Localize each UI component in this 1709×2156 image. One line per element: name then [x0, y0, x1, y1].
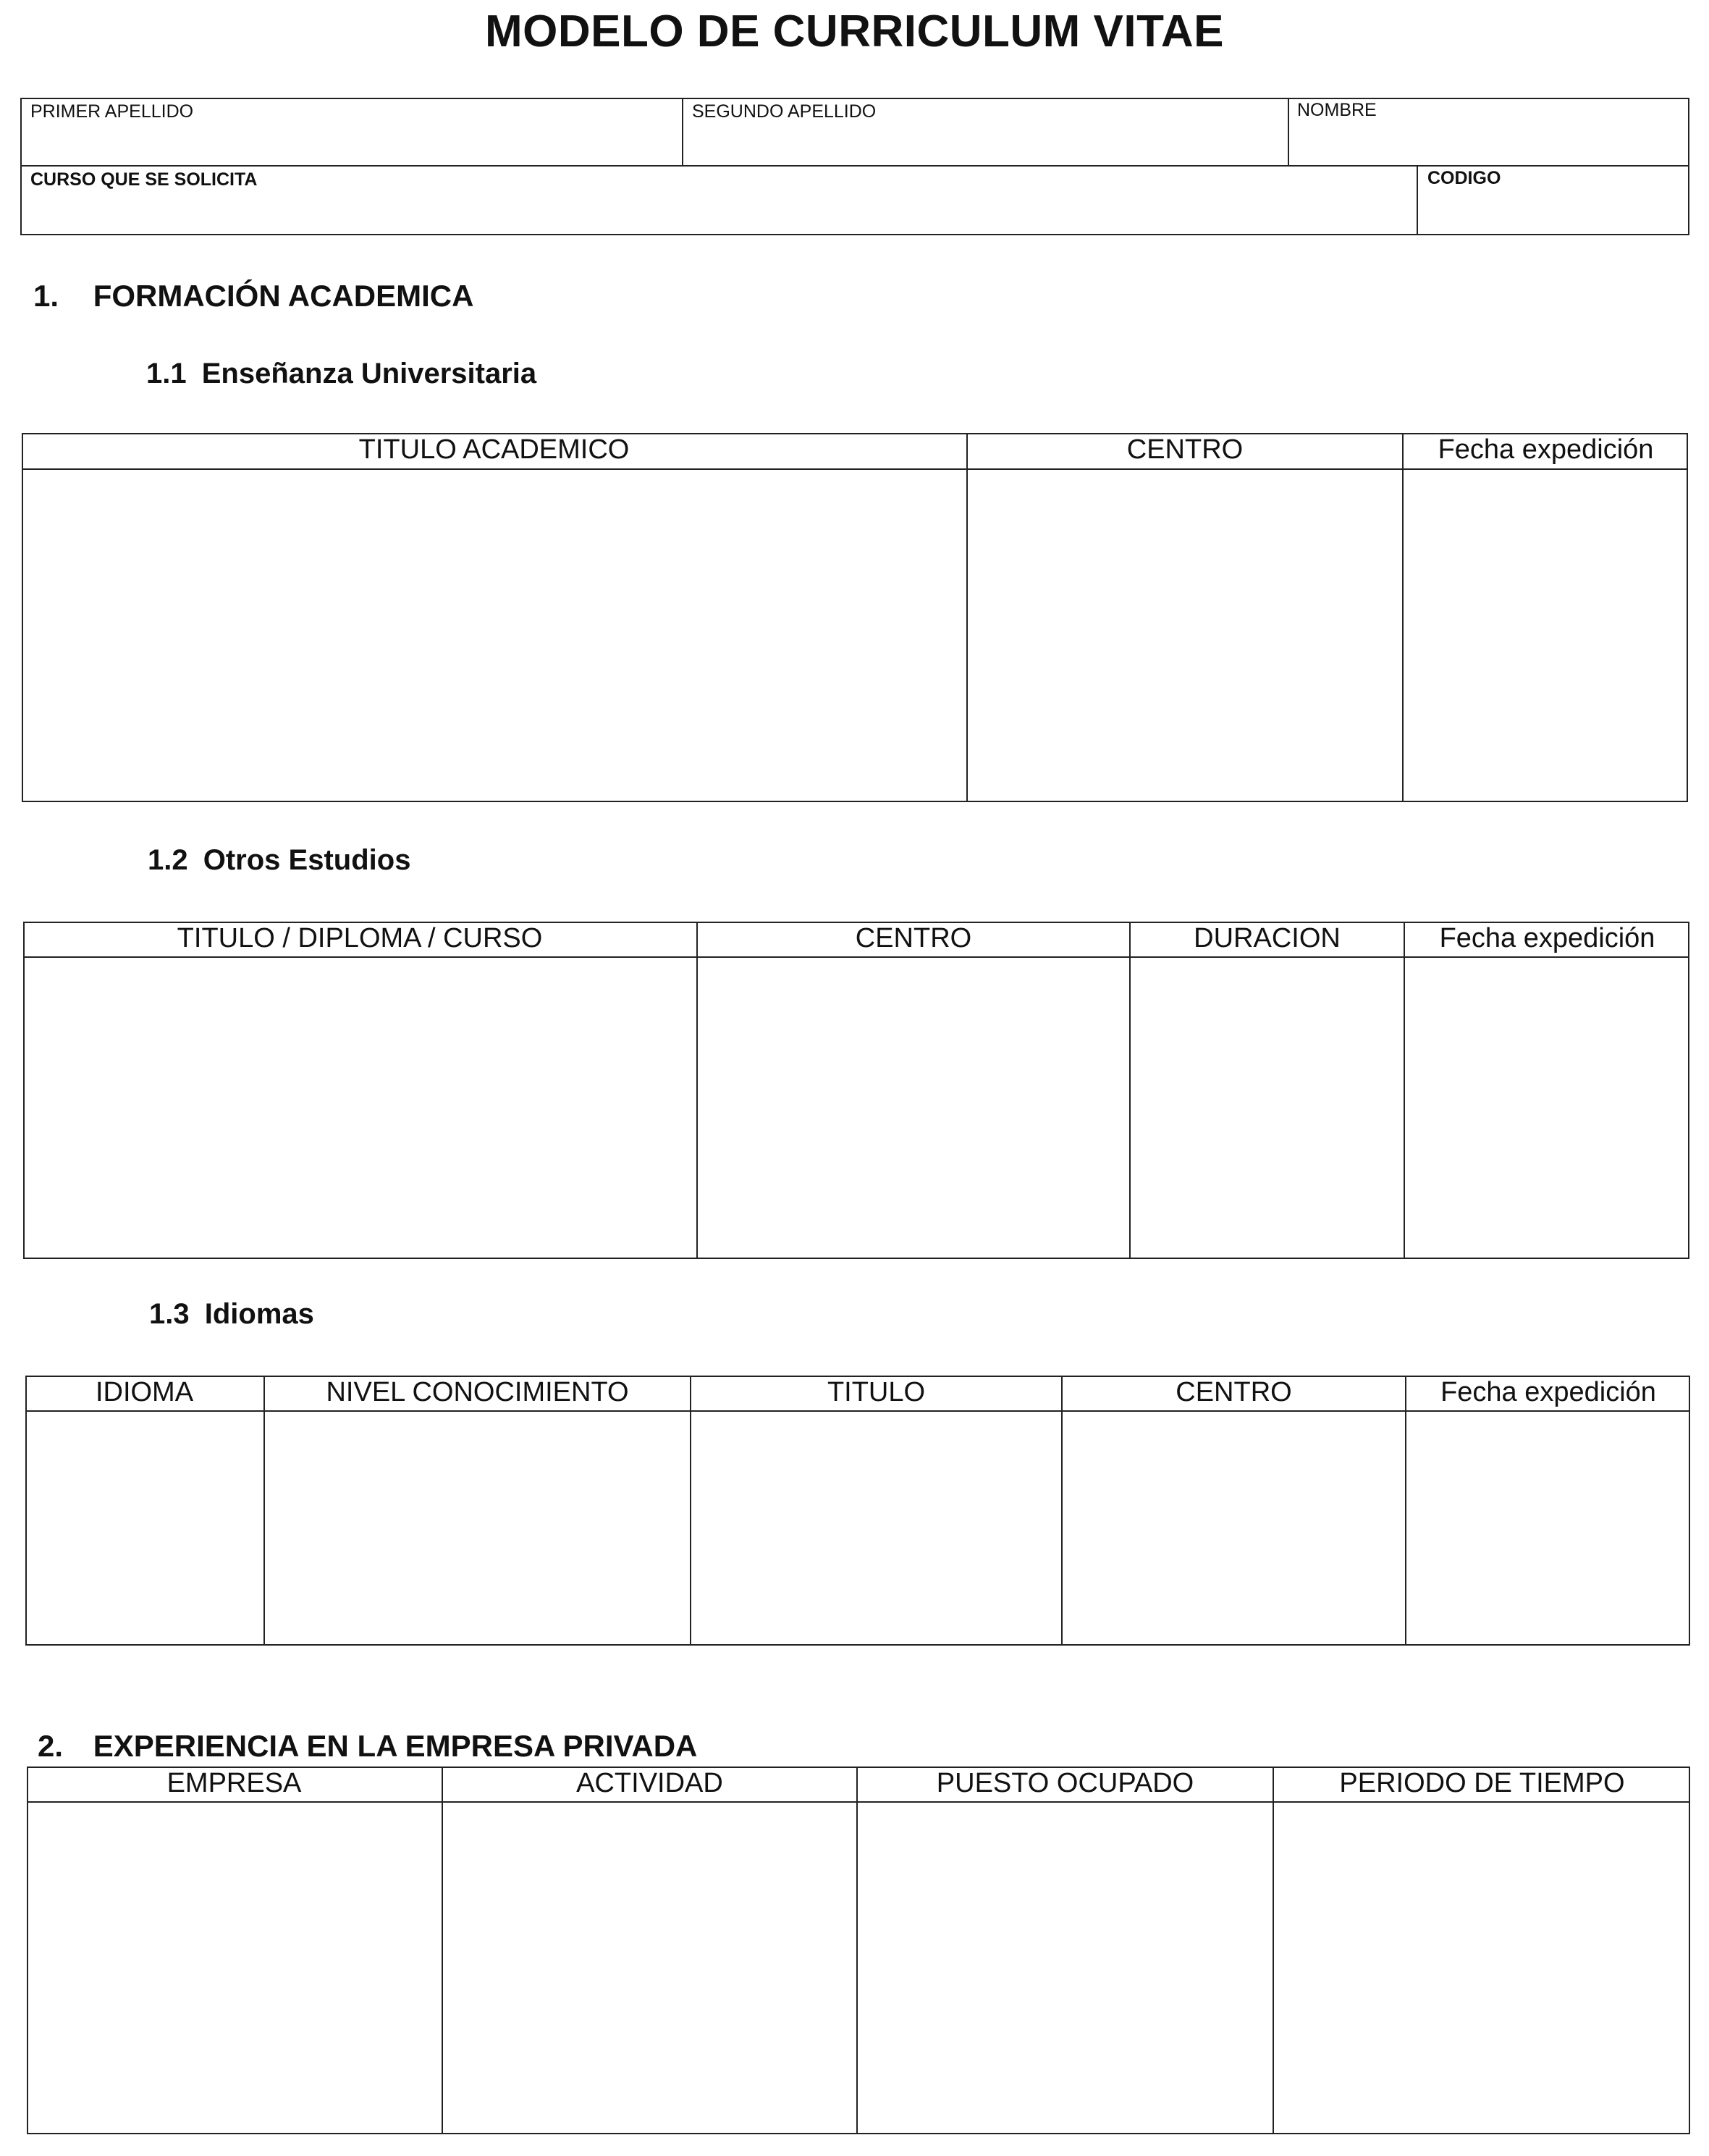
section-title: EXPERIENCIA EN LA EMPRESA PRIVADA [93, 1729, 698, 1763]
column-header: IDIOMA [95, 1377, 194, 1407]
header-divider [25, 1410, 1690, 1412]
actividad-cell[interactable] [444, 1804, 854, 2131]
idioma-cell[interactable] [28, 1413, 261, 1643]
column-header: DURACION [1194, 923, 1341, 953]
codigo-label: CODIGO [1427, 168, 1501, 188]
header-divider [27, 1801, 1690, 1803]
column-divider [856, 1767, 858, 2134]
subsection-title: Idiomas [204, 1298, 314, 1330]
divider [20, 165, 1689, 167]
subsection-number: 1.2 [148, 844, 188, 876]
section-1-heading [33, 279, 473, 313]
subsection-number: 1.3 [149, 1298, 190, 1330]
centro-cell[interactable] [1064, 1413, 1403, 1643]
divider [1288, 98, 1289, 166]
column-divider [442, 1767, 443, 2134]
column-header: Fecha expedición [1439, 923, 1655, 953]
column-divider [263, 1376, 265, 1646]
column-divider [1061, 1376, 1063, 1646]
column-header: Fecha expedición [1438, 434, 1654, 465]
centro-cell[interactable] [969, 471, 1400, 799]
duracion-cell[interactable] [1132, 959, 1401, 1256]
page-title: MODELO DE CURRICULUM VITAE [484, 7, 1225, 56]
column-header: PUESTO OCUPADO [936, 1768, 1194, 1798]
fecha-expedicion-cell[interactable] [1405, 471, 1686, 799]
primer-apellido-label: PRIMER APELLIDO [30, 101, 194, 122]
section-title: FORMACIÓN ACADEMICA [93, 279, 474, 313]
column-divider [1273, 1767, 1274, 2134]
column-header: NIVEL CONOCIMIENTO [326, 1377, 629, 1407]
column-header: PERIODO DE TIEMPO [1339, 1768, 1625, 1798]
divider [1417, 165, 1418, 235]
nombre-label: NOMBRE [1297, 100, 1377, 120]
column-header: Fecha expedición [1440, 1377, 1656, 1407]
subsection-number: 1.1 [146, 358, 187, 389]
segundo-apellido-field[interactable] [685, 125, 1285, 162]
column-divider [696, 922, 698, 1259]
primer-apellido-field[interactable] [23, 125, 679, 162]
column-divider [966, 433, 968, 802]
nivel-conocimiento-cell[interactable] [266, 1413, 688, 1643]
subsection-1-2-heading [148, 844, 410, 877]
curso-field[interactable] [23, 193, 1413, 232]
divider [682, 98, 683, 166]
nombre-field[interactable] [1291, 125, 1687, 162]
empresa-cell[interactable] [30, 1804, 439, 2131]
subsection-title: Enseñanza Universitaria [201, 358, 537, 389]
curso-label: CURSO QUE SE SOLICITA [30, 169, 258, 190]
periodo-de-tiempo-cell[interactable] [1275, 1804, 1688, 2131]
column-header: TITULO [827, 1377, 926, 1407]
column-divider [1129, 922, 1131, 1259]
subsection-1-3-heading [149, 1298, 314, 1331]
section-number: 2. [38, 1729, 64, 1763]
titulo-diploma-curso-cell[interactable] [26, 959, 694, 1256]
subsection-1-1-heading [146, 358, 536, 390]
segundo-apellido-label: SEGUNDO APELLIDO [692, 101, 877, 122]
centro-cell[interactable] [699, 959, 1127, 1256]
column-header: TITULO / DIPLOMA / CURSO [177, 923, 543, 953]
fecha-expedicion-cell[interactable] [1408, 1413, 1688, 1643]
fecha-expedicion-cell[interactable] [1406, 959, 1687, 1256]
column-divider [1404, 922, 1405, 1259]
column-divider [1402, 433, 1404, 802]
header-divider [23, 956, 1689, 958]
subsection-title: Otros Estudios [203, 844, 411, 876]
codigo-field[interactable] [1419, 193, 1687, 232]
column-header: CENTRO [1126, 434, 1244, 465]
column-header: CENTRO [855, 923, 972, 953]
column-divider [690, 1376, 691, 1646]
column-header: CENTRO [1176, 1377, 1292, 1407]
column-header: EMPRESA [166, 1768, 302, 1798]
column-divider [1405, 1376, 1406, 1646]
column-header: TITULO ACADEMICO [358, 434, 630, 465]
section-number: 1. [33, 279, 59, 313]
header-divider [22, 468, 1688, 470]
section-2-heading [38, 1729, 697, 1764]
column-header: ACTIVIDAD [576, 1768, 723, 1798]
titulo-cell[interactable] [693, 1413, 1059, 1643]
puesto-ocupado-cell[interactable] [859, 1804, 1270, 2131]
titulo-academico-cell[interactable] [25, 471, 964, 799]
